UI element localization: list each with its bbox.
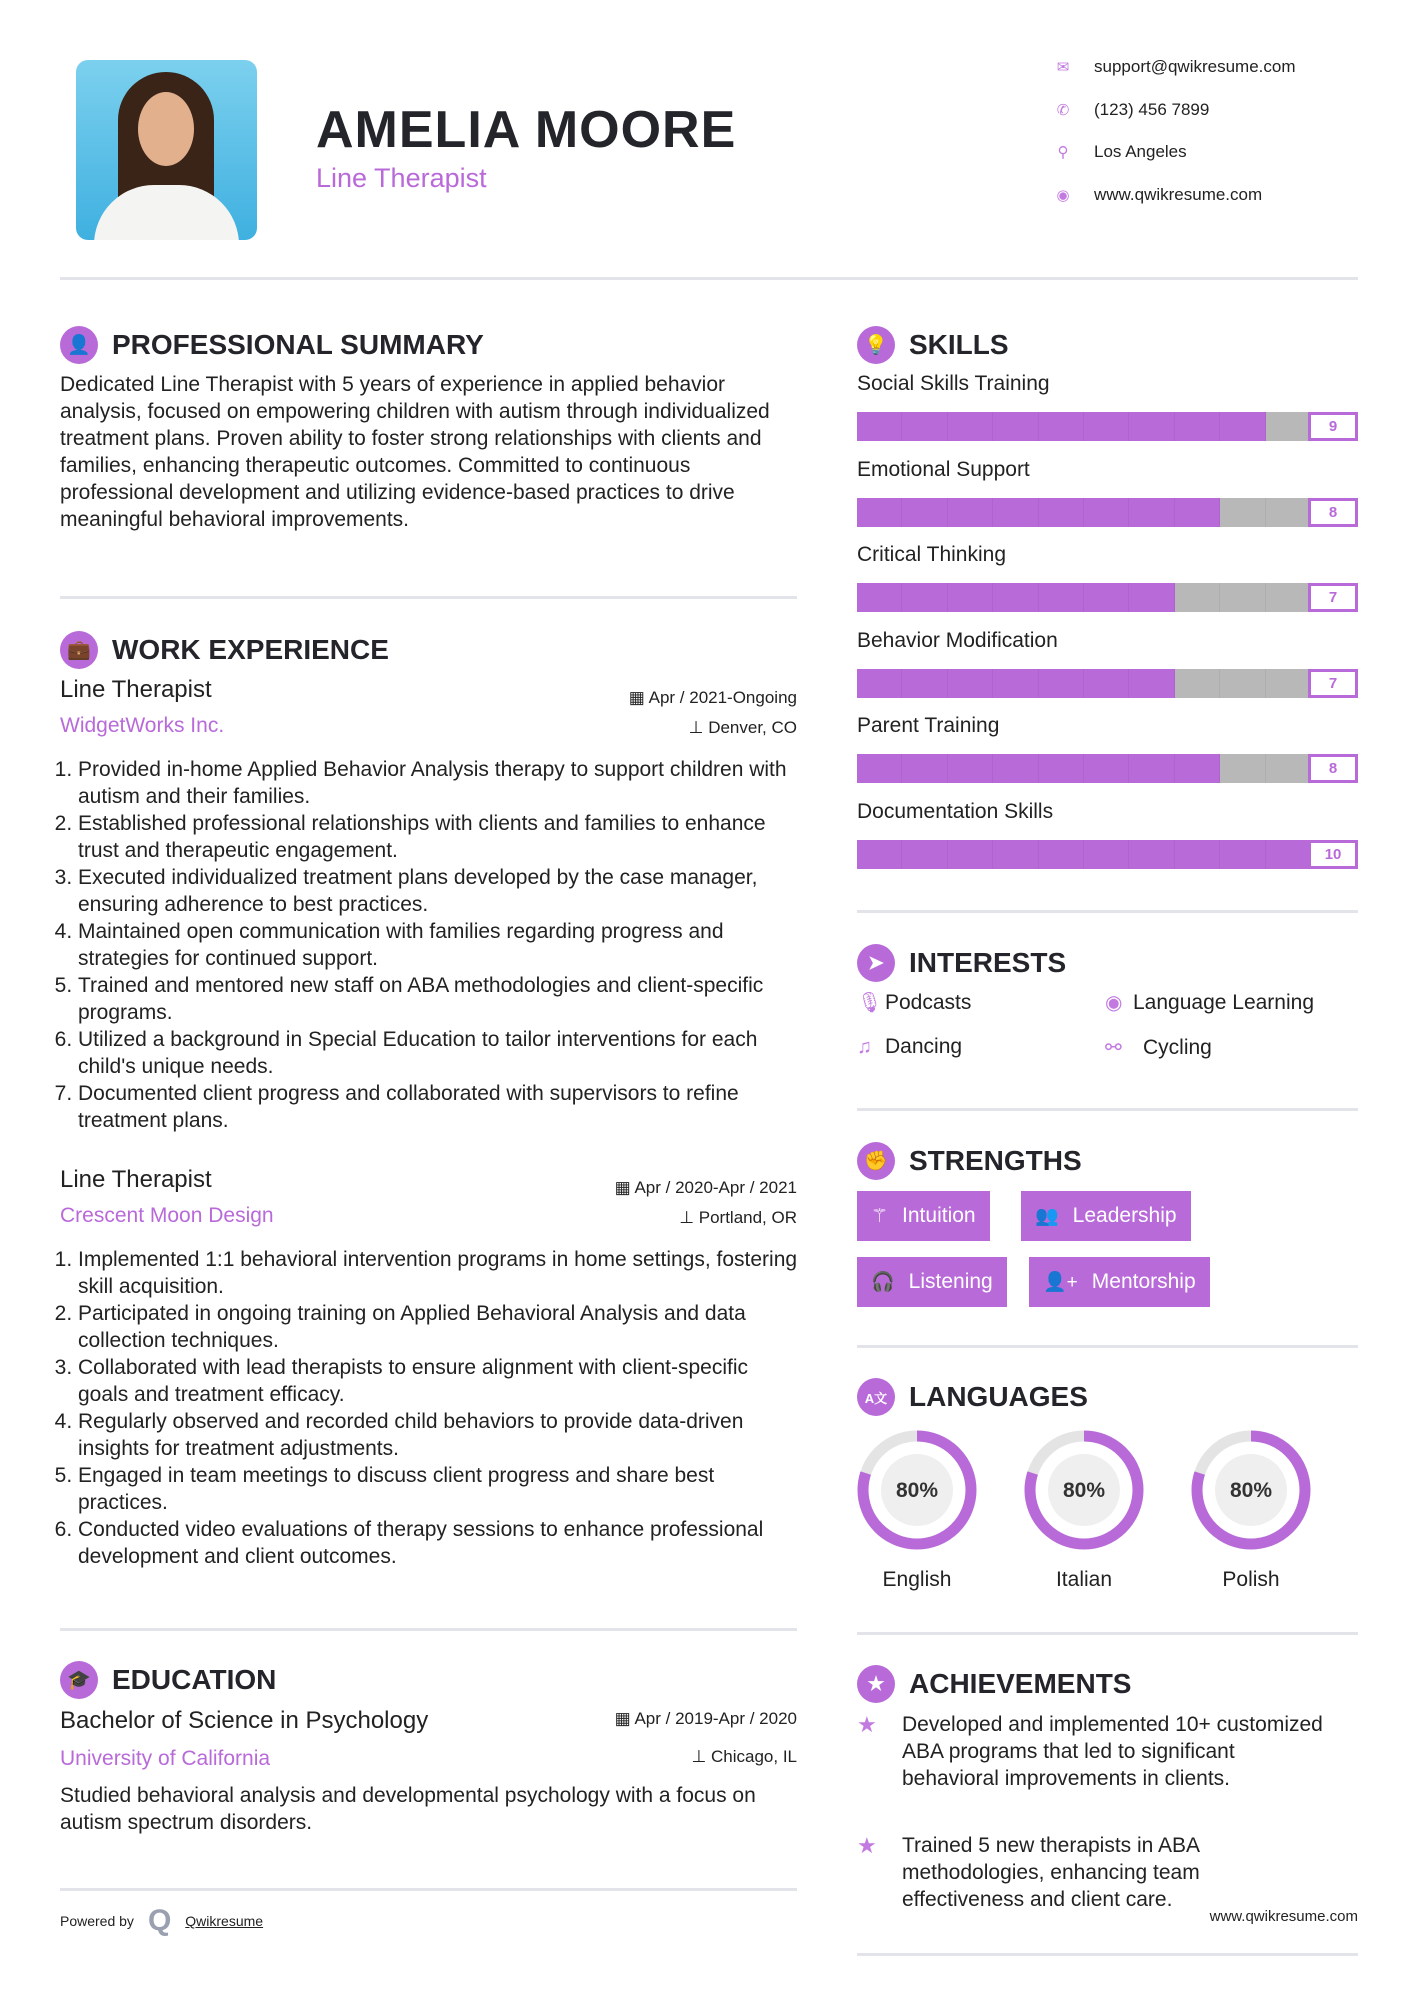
shooting-star-icon: ★ <box>857 1833 877 1858</box>
skill-bar <box>857 498 1358 527</box>
contact-phone <box>1052 100 1209 120</box>
powered-label: Powered by <box>60 1913 134 1929</box>
skill-bar-segment <box>902 754 947 783</box>
globe-icon: ◉ <box>1056 187 1070 204</box>
skill-label: Critical Thinking <box>857 543 1006 567</box>
education-dates: ▦ Apr / 2019-Apr / 2020 <box>614 1709 797 1728</box>
skill-bar-segment <box>902 583 947 612</box>
divider <box>60 596 797 599</box>
strength-tag: 👥 Leadership <box>1021 1191 1191 1241</box>
list-item: 1. Provided in-home Applied Behavior Analysis therapy to support children with autism and their families. <box>78 756 800 810</box>
skill-value: 7 <box>1308 583 1358 612</box>
language-donut <box>1019 1425 1149 1555</box>
pin-icon: ⊥ <box>679 1208 699 1227</box>
list-item: 4. Regularly observed and recorded child behaviors to provide data-driven insights for treatment adjustments. <box>78 1408 800 1462</box>
language-percent: 80% <box>1229 1479 1273 1502</box>
divider <box>60 1628 797 1631</box>
company-name: WidgetWorks Inc. <box>60 714 225 737</box>
skill-bar-segment <box>902 840 947 869</box>
skill-bar-segment <box>948 669 993 698</box>
skill-bar <box>857 669 1358 698</box>
language-item <box>1186 1425 1316 1592</box>
job-dates: ▦ Apr / 2021-Ongoing <box>628 688 797 707</box>
job-title: Line Therapist <box>60 1166 212 1193</box>
divider <box>60 1888 797 1891</box>
education-heading: 🎓 EDUCATION <box>60 1661 276 1699</box>
lightbulb-icon: 💡 <box>857 326 895 364</box>
skill-bar-segment <box>1220 583 1265 612</box>
skill-bar-segment <box>1129 498 1174 527</box>
skill-label: Social Skills Training <box>857 372 1050 395</box>
skill-bar-segment <box>1266 412 1311 441</box>
user-icon: 👤 <box>60 326 98 364</box>
phone-icon: ✆ <box>1056 102 1070 119</box>
summary-text: Dedicated Line Therapist with 5 years of experience in applied behavior analysis, focused on empowering children with autism through individualized treatment plans. Proven ability to foster strong relationships with clients and families, enhancing therapeutic outcomes. Committed to continuous professional development and utilizing evidence-based practices to drive meaningful behavioral improvements. <box>60 373 770 531</box>
skill-bar-segment <box>1084 412 1129 441</box>
skill-bar-segment <box>1039 498 1084 527</box>
languages-heading: A文 LANGUAGES <box>857 1378 1088 1416</box>
list-item: 2. Participated in ongoing training on Applied Behavioral Analysis and data collection techniques. <box>78 1300 800 1354</box>
user-plus-icon: 👤+ <box>1043 1272 1078 1293</box>
skill-label: Emotional Support <box>857 457 1030 481</box>
list-item: 6. Utilized a background in Special Education to tailor interventions for each child's unique needs. <box>78 1026 800 1080</box>
job-title: Line Therapist <box>60 676 212 703</box>
achievement-item: ★ Developed and implemented 10+ customized ABA programs that led to significant behavioral improvements in clients. <box>857 1712 1323 1790</box>
interest-item: ◉ Language Learning <box>1105 990 1315 1014</box>
language-item <box>1019 1425 1149 1592</box>
language-label: English <box>882 1568 952 1591</box>
skill-bar-segment <box>1039 840 1084 869</box>
qwikresume-logo-icon: Q <box>147 1904 172 1937</box>
contact-text: (123) 456 7899 <box>1094 100 1210 119</box>
job-location: ⊥ Portland, OR <box>679 1208 797 1227</box>
company-name: Crescent Moon Design <box>60 1204 274 1227</box>
shooting-star-icon: ★ <box>857 1712 877 1737</box>
skill-bar-segment <box>993 583 1038 612</box>
skill-bar-segment <box>902 412 947 441</box>
paper-plane-icon: ➤ <box>857 944 895 982</box>
list-item: 1. Implemented 1:1 behavioral intervention programs in home settings, fostering skill acquisition. <box>78 1246 800 1300</box>
translate-icon: A文 <box>857 1378 895 1416</box>
skill-bar-segment <box>948 583 993 612</box>
calendar-icon: ▦ <box>614 1709 635 1728</box>
fist-icon: ✊ <box>857 1142 895 1180</box>
list-item: 2. Established professional relationships with clients and families to enhance trust and therapeutic engagement. <box>78 810 800 864</box>
skill-bar-segment <box>1129 840 1174 869</box>
skill-bar-segment <box>1266 840 1311 869</box>
language-label: Polish <box>1222 1568 1280 1591</box>
map-pin-icon: ⚲ <box>1057 144 1069 161</box>
list-item: 5. Trained and mentored new staff on ABA methodologies and client-specific programs. <box>78 972 800 1026</box>
footer-website[interactable]: www.qwikresume.com <box>1209 1908 1358 1925</box>
skill-bar-segment <box>1039 412 1084 441</box>
contact-text: Los Angeles <box>1094 142 1187 161</box>
skill-bar-segment <box>1129 412 1174 441</box>
divider <box>857 1632 1358 1635</box>
skill-bar-segment <box>857 498 902 527</box>
divider <box>857 1345 1358 1348</box>
list-item: 4. Maintained open communication with families regarding progress and strategies for continued support. <box>78 918 800 972</box>
skill-bar-segment <box>902 498 947 527</box>
language-percent: 80% <box>1062 1479 1106 1502</box>
skill-bar-segment <box>948 840 993 869</box>
job-duties <box>60 1246 800 1570</box>
headphones-icon: 🎧 <box>871 1272 895 1293</box>
skill-bar-segment <box>902 669 947 698</box>
skill-bar-segment <box>993 669 1038 698</box>
list-item: 6. Conducted video evaluations of therapy sessions to enhance professional development and client outcomes. <box>78 1516 800 1570</box>
summary-heading: 👤 PROFESSIONAL SUMMARY <box>60 326 484 364</box>
contact-location <box>1052 142 1187 162</box>
skill-value: 7 <box>1308 669 1358 698</box>
calendar-icon: ▦ <box>628 688 649 707</box>
list-item: 3. Collaborated with lead therapists to ensure alignment with client-specific goals and treatment efficacy. <box>78 1354 800 1408</box>
skill-bar-segment <box>1220 498 1265 527</box>
skill-bar-segment <box>1084 583 1129 612</box>
divider <box>857 1953 1358 1956</box>
contact-text: www.qwikresume.com <box>1094 185 1263 204</box>
language-percent: 80% <box>895 1479 939 1502</box>
contact-website[interactable] <box>1052 185 1262 205</box>
users-icon: 👥 <box>1035 1206 1059 1227</box>
star-badge-icon: ★ <box>857 1665 895 1703</box>
skill-bar-segment <box>1039 754 1084 783</box>
calendar-icon: ▦ <box>614 1178 635 1197</box>
qwikresume-link[interactable]: Qwikresume <box>185 1913 264 1929</box>
skill-bar-segment <box>948 498 993 527</box>
skill-bar-segment <box>1175 840 1220 869</box>
pin-icon: ⊥ <box>691 1747 711 1766</box>
strength-tag: 👤+ Mentorship <box>1029 1257 1210 1307</box>
language-donut <box>1186 1425 1316 1555</box>
education-location: ⊥ Chicago, IL <box>691 1747 797 1766</box>
interest-item: ♫ Dancing <box>857 1035 963 1058</box>
skill-bar-segment <box>1175 498 1220 527</box>
interest-item: ⚯ Cycling <box>1105 1035 1212 1059</box>
skill-bar-segment <box>948 412 993 441</box>
skill-value: 10 <box>1308 840 1358 869</box>
language-label: Italian <box>1055 1568 1113 1591</box>
skill-value: 9 <box>1308 412 1358 441</box>
divider <box>857 910 1358 913</box>
skill-bar-segment <box>857 583 902 612</box>
list-item: 5. Engaged in team meetings to discuss client progress and share best practices. <box>78 1462 800 1516</box>
school: University of California <box>60 1747 271 1770</box>
skill-bar <box>857 583 1358 612</box>
language-donut <box>852 1425 982 1555</box>
skill-bar-segment <box>1220 412 1265 441</box>
education-text: Studied behavioral analysis and developmental psychology with a focus on autism spectrum disorders. <box>60 1784 756 1834</box>
skill-bar-segment <box>1266 583 1311 612</box>
contact-email[interactable] <box>1052 57 1296 77</box>
music-icon: ♫ <box>857 1035 872 1058</box>
profile-photo <box>76 60 257 240</box>
skill-bar-segment <box>993 754 1038 783</box>
skill-bar-segment <box>857 412 902 441</box>
divider <box>857 1108 1358 1111</box>
strengths-heading: ✊ STRENGTHS <box>857 1142 1082 1180</box>
bicycle-icon: ⚯ <box>1105 1037 1122 1059</box>
skill-bar-segment <box>1129 669 1174 698</box>
achievement-item: ★ Trained 5 new therapists in ABA methodologies, enhancing team effectiveness and client care. <box>857 1833 1200 1911</box>
skill-bar-segment <box>857 754 902 783</box>
skill-bar-segment <box>1084 840 1129 869</box>
skill-label: Behavior Modification <box>857 628 1058 652</box>
contact-text: support@qwikresume.com <box>1094 57 1296 76</box>
graduation-icon: 🎓 <box>60 1661 98 1699</box>
skill-bar <box>857 754 1358 783</box>
job-dates: ▦ Apr / 2020-Apr / 2021 <box>614 1178 797 1197</box>
globe-icon: ◉ <box>1105 992 1123 1014</box>
skill-bar <box>857 412 1358 441</box>
powered-by <box>60 1904 263 1938</box>
skill-bar-segment <box>1175 412 1220 441</box>
skill-bar-segment <box>1084 498 1129 527</box>
interest-item: 🎙 Podcasts <box>857 990 972 1014</box>
skill-bar-segment <box>1266 669 1311 698</box>
language-item <box>852 1425 982 1592</box>
skill-bar-segment <box>1039 583 1084 612</box>
candidate-name: AMELIA MOORE <box>316 101 737 159</box>
list-item: 3. Executed individualized treatment plans developed by the case manager, ensuring adherence to best practices. <box>78 864 800 918</box>
magic-wand-icon: ⚚ <box>871 1205 889 1227</box>
interests-heading: ➤ INTERESTS <box>857 944 1066 982</box>
skill-bar-segment <box>1175 754 1220 783</box>
skill-bar-segment <box>1175 583 1220 612</box>
skill-bar-segment <box>857 840 902 869</box>
skill-value: 8 <box>1308 498 1358 527</box>
skill-label: Documentation Skills <box>857 800 1054 823</box>
skill-bar-segment <box>1129 754 1174 783</box>
skill-bar-segment <box>857 669 902 698</box>
work-heading: 💼 WORK EXPERIENCE <box>60 631 389 669</box>
list-item: 7. Documented client progress and collaborated with supervisors to refine treatment plans. <box>78 1080 800 1134</box>
skills-heading: 💡 SKILLS <box>857 326 1009 364</box>
envelope-icon: ✉ <box>1056 59 1070 76</box>
skill-label: Parent Training <box>857 714 1000 738</box>
skill-bar-segment <box>993 498 1038 527</box>
job-location: ⊥ Denver, CO <box>688 718 797 737</box>
header-divider <box>60 277 1358 280</box>
skill-bar-segment <box>1266 498 1311 527</box>
strength-tag: ⚚ Intuition <box>857 1191 990 1241</box>
strength-tag: 🎧 Listening <box>857 1257 1007 1307</box>
microphone-icon: 🎙 <box>857 992 883 1014</box>
skill-bar-segment <box>948 754 993 783</box>
skill-bar-segment <box>1084 754 1129 783</box>
skill-bar-segment <box>1084 669 1129 698</box>
skill-bar-segment <box>1129 583 1174 612</box>
skill-bar <box>857 840 1358 869</box>
pin-icon: ⊥ <box>688 718 709 737</box>
achievements-heading: ★ ACHIEVEMENTS <box>857 1665 1131 1703</box>
job-duties <box>60 756 800 1134</box>
skill-bar-segment <box>1220 669 1265 698</box>
skill-bar-segment <box>993 840 1038 869</box>
candidate-title: Line Therapist <box>316 163 487 193</box>
skill-value: 8 <box>1308 754 1358 783</box>
skill-bar-segment <box>1220 754 1265 783</box>
skill-bar-segment <box>1175 669 1220 698</box>
skill-bar-segment <box>1220 840 1265 869</box>
skill-bar-segment <box>1266 754 1311 783</box>
skill-bar-segment <box>1039 669 1084 698</box>
skill-bar-segment <box>993 412 1038 441</box>
degree: Bachelor of Science in Psychology <box>60 1707 429 1734</box>
briefcase-icon: 💼 <box>60 631 98 669</box>
